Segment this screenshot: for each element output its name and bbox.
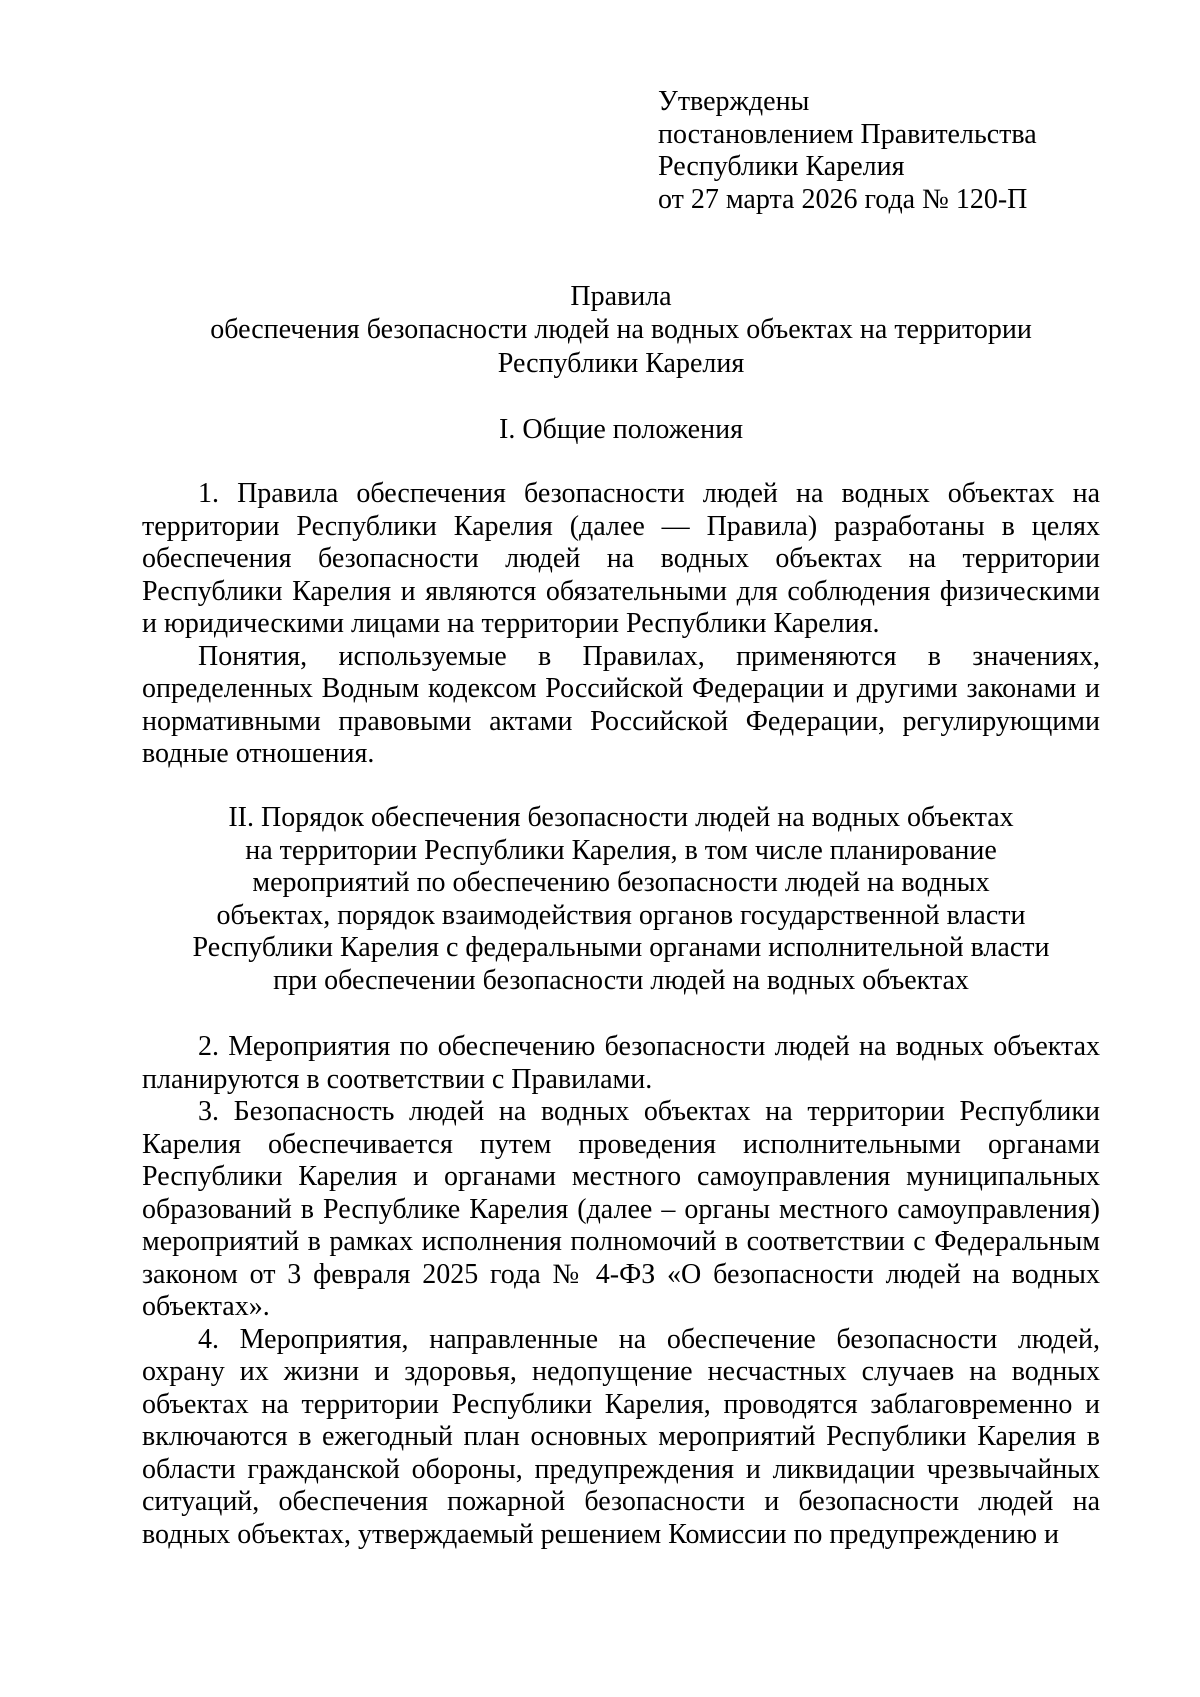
title-line: обеспечения безопасности людей на водных объектах на территории xyxy=(210,314,1032,346)
heading-line: мероприятий по обеспечению безопасности людей на водных xyxy=(252,867,990,898)
heading-line: II. Порядок обеспечения безопасности людей на водных объектах xyxy=(228,802,1014,833)
title-line: Республики Карелия xyxy=(497,347,745,379)
paragraph: 3. Безопасность людей на водных объектах на территории Республики Карелия обеспечивается путем проведения исполнительными органами Республики Карелия и органами местного самоуправления муниципальных образований в Республике Карелия (далее – органы местного самоуправления) мероприятий в рамках исполнения полномочий в соответствии с Федеральным законом от 3 февраля 2025 года № 4-ФЗ «О безопасности людей на водных объектах». xyxy=(142,1096,1100,1322)
title-line: Правила xyxy=(570,281,672,312)
approval-line: от 27 марта 2026 года № 120-П xyxy=(658,183,1028,215)
paragraph: 2. Мероприятия по обеспечению безопасности людей на водных объектах планируются в соответствии с Правилами. xyxy=(142,1031,1100,1095)
section2-heading xyxy=(142,802,1100,997)
heading-line: на территории Республики Карелия, в том числе планирование xyxy=(245,834,997,866)
heading-line: Республики Карелия с федеральными органами исполнительной власти xyxy=(192,932,1050,963)
approval-line: Республики Карелия xyxy=(658,151,905,182)
approval-line: Утверждены xyxy=(658,86,810,117)
paragraph: Понятия, используемые в Правилах, применяются в значениях, определенных Водным кодексом Российской Федерации и другими законами и нормативными правовыми актами Российской Федерации, регулирующими водные отношения. xyxy=(142,640,1100,769)
heading-line: при обеспечении безопасности людей на водных объектах xyxy=(273,964,969,996)
approval-stamp xyxy=(658,86,1037,216)
section2-body xyxy=(142,1031,1100,1551)
section1-body xyxy=(142,478,1100,771)
paragraph: 1. Правила обеспечения безопасности людей на водных объектах на территории Республики Карелия (далее — Правила) разработаны в целях обеспечения безопасности людей на водных объектах на территории Республики Карелия и являются обязательными для соблюдения физическими и юридическими лицами на территории Республики Карелия. xyxy=(142,478,1100,639)
heading-line: объектах, порядок взаимодействия органов государственной власти xyxy=(216,899,1026,931)
document-title xyxy=(142,280,1100,380)
paragraph: 4. Мероприятия, направленные на обеспечение безопасности людей, охрану их жизни и здоровья, недопущение несчастных случаев на водных объектах на территории Республики Карелия, проводятся заблаговременно и включаются в ежегодный план основных мероприятий Республики Карелия в области гражданской обороны, предупреждения и ликвидации чрезвычайных ситуаций, обеспечения пожарной безопасности и безопасности людей на водных объектах, утверждаемый решением Комиссии по предупреждению и xyxy=(142,1323,1100,1550)
approval-line: постановлением Правительства xyxy=(658,118,1037,150)
section1-heading: I. Общие положения xyxy=(499,414,743,445)
